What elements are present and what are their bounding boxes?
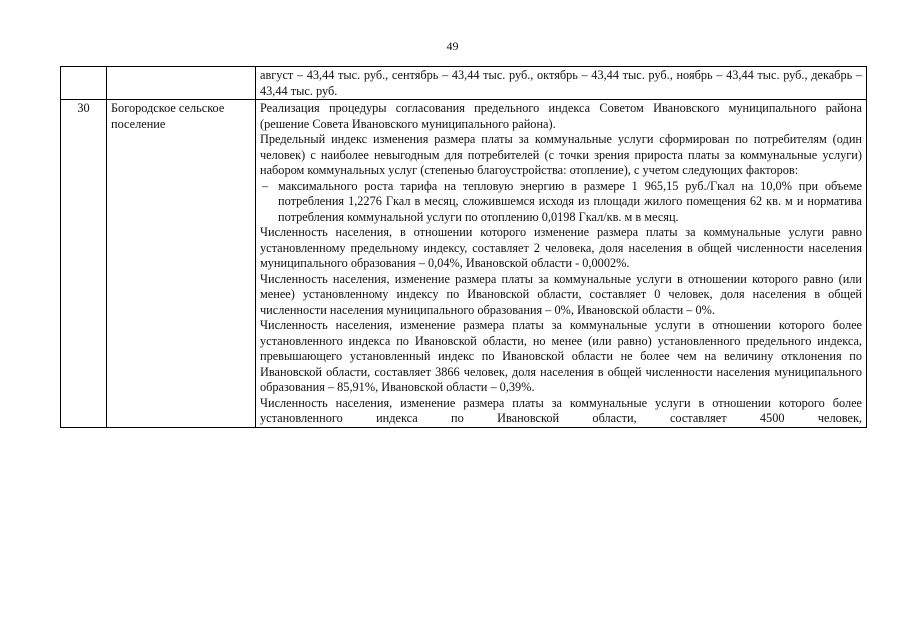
paragraph: Численность населения, изменение размера платы за коммунальные услуги в отношении которого более установленного индекса по Ивановской области, но менее (или равно) установленного предельного индекса, превышающего установленный индекс по Ивановской области не более чем на величину отклонения по Ивановской области, составляет 3866 человек, доля населения в общей численности населения муниципального образования – 85,91%, Ивановской области – 0,39%.: [260, 318, 862, 394]
paragraph: Численность населения, в отношении которого изменение размера платы за коммунальные услуги равно установленному предельному индексу, составляет 2 человека, доля населения в общей численности населения муниципального образования – 0,04%, Ивановской области - 0,0002%.: [260, 225, 862, 270]
page-number: 49: [446, 39, 459, 53]
bullet-text: максимального роста тарифа на тепловую энергию в размере 1 965,15 руб./Гкал на 10,0% при объеме потребления 1,2276 Гкал в месяц, сложившемся исходя из площади жилого помещения 62 кв. м и норматива потребления коммунальной услуги по отоплению 0,0198 Гкал/кв. м в месяц.: [278, 178, 862, 224]
paragraph: Предельный индекс изменения размера платы за коммунальные услуги сформирован по потребителям (один человек) с наиболее невыгодным для потребителей (с точки зрения прироста платы за коммунальные услуги) набором коммунальных услуг (степенью благоустройства: отопление), с учетом следующих факторов:: [260, 132, 862, 177]
row-number-cell: 30: [61, 100, 107, 428]
bullet-item: [260, 179, 862, 226]
document-table: [60, 66, 867, 428]
description-cell: [256, 67, 867, 100]
paragraph: Численность населения, изменение размера платы за коммунальные услуги в отношении которого равно (или менее) установленному индексу по Ивановской области, составляет 0 человек, доля населения в общей численности населения муниципального образования – 0%, Ивановской области – 0%.: [260, 271, 862, 317]
table-row: [61, 100, 867, 428]
description-cell: [256, 100, 867, 428]
municipality-cell: Богородское сельское поселение: [107, 100, 256, 428]
municipality-cell: [107, 67, 256, 100]
table-row: [61, 67, 867, 100]
paragraph: Реализация процедуры согласования предельного индекса Советом Ивановского муниципального района (решение Совета Ивановского муниципального района).: [260, 101, 862, 131]
dash-bullet: –: [262, 178, 269, 193]
paragraph: август – 43,44 тыс. руб., сентябрь – 43,44 тыс. руб., октябрь – 43,44 тыс. руб., ноябрь – 43,44 тыс. руб., декабрь – 43,44 тыс. руб.: [260, 68, 862, 98]
row-number-cell: [61, 67, 107, 100]
paragraph: Численность населения, изменение размера платы за коммунальные услуги в отношении которого более установленного индекса по Ивановской области, составляет 4500 человек,: [260, 395, 862, 425]
